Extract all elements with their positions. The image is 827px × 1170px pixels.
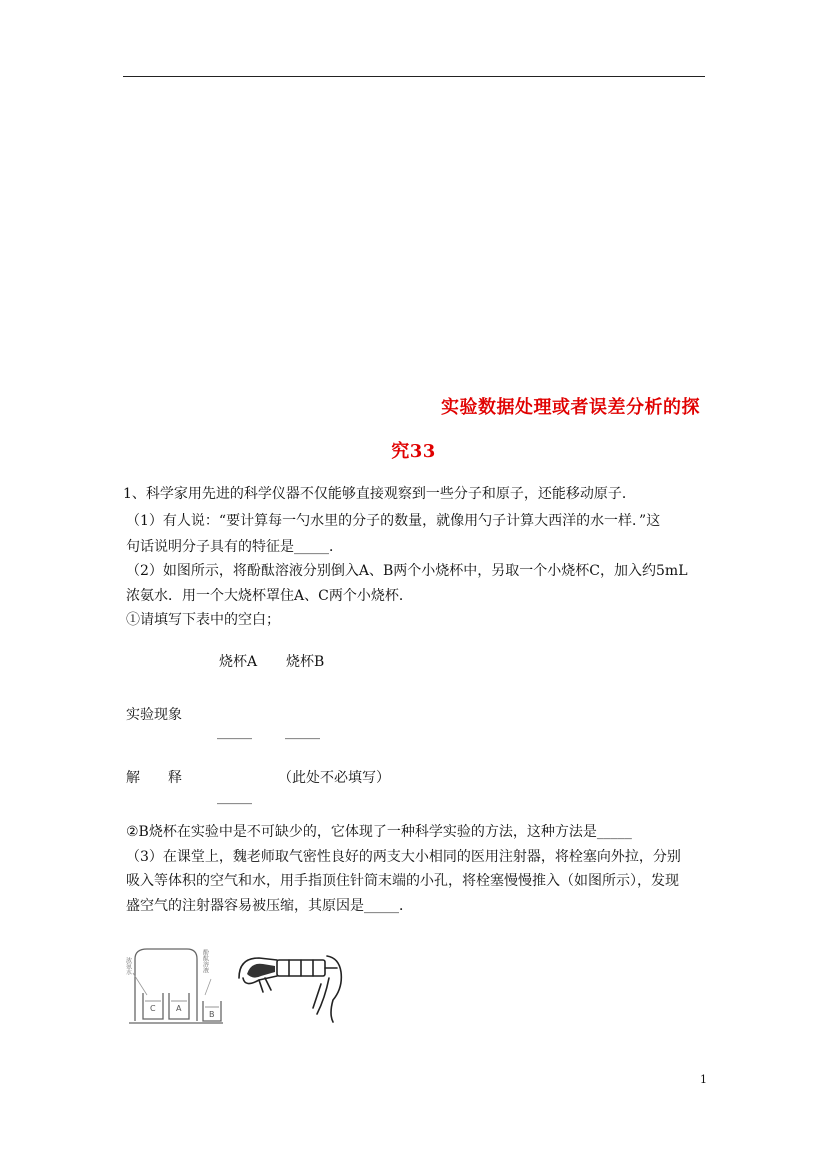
- part2-text: （2）如图所示，将酚酞溶液分别倒入A、B两个小烧杯中，另取一个小烧杯C，加入约5mL: [126, 563, 688, 579]
- syringe-figure: [233, 948, 348, 1026]
- table-row-label-explanation: 解 释: [126, 770, 182, 786]
- document-title-continued: 究33: [391, 441, 436, 462]
- part1-text-continued: 句话说明分子具有的特征是_____．: [126, 539, 343, 555]
- beaker-experiment-figure: [125, 945, 225, 1027]
- part3-text-3: 盛空气的注射器容易被压缩，其原因是_____．: [126, 898, 413, 914]
- sub-question-1-intro: ①请填写下表中的空白；: [126, 612, 280, 628]
- table-header-beaker-a: 烧杯A: [219, 654, 258, 670]
- label-phenolphthalein: 酚酞溶液: [201, 949, 209, 973]
- part2-text-continued: 浓氨水．用一个大烧杯罩住A、C两个小烧杯．: [126, 588, 413, 604]
- table-note: （此处不必填写）: [278, 770, 390, 786]
- question-stem: 1、科学家用先进的科学仪器不仅能够直接观察到一些分子和原子，还能移动原子．: [123, 486, 636, 502]
- part1-text: （1）有人说：“要计算每一勺水里的分子的数量，就像用勺子计算大西洋的水一样．”这: [126, 513, 661, 529]
- label-ammonia: 浓氨水: [125, 957, 132, 975]
- table-blank-a-phenomenon: _____: [217, 724, 252, 740]
- table-blank-b-phenomenon: _____: [285, 724, 320, 740]
- sub-question-2: ②B烧杯在实验中是不可缺少的，它体现了一种科学实验的方法，这种方法是_____: [126, 824, 632, 840]
- part3-text-2: 吸入等体积的空气和水，用手指顶住针筒末端的小孔，将栓塞慢慢推入（如图所示），发现: [126, 873, 679, 889]
- label-beaker-c: C: [150, 1004, 156, 1013]
- table-header-beaker-b: 烧杯B: [286, 654, 325, 670]
- table-row-label-phenomenon: 实验现象: [126, 707, 182, 723]
- document-title: 实验数据处理或者误差分析的探: [441, 397, 700, 418]
- page-number: 1: [700, 1073, 707, 1086]
- label-beaker-a: A: [176, 1004, 182, 1013]
- part3-text: （3）在课堂上，魏老师取气密性良好的两支大小相同的医用注射器，将栓塞向外拉，分别: [126, 849, 681, 865]
- table-blank-a-explanation: _____: [217, 789, 252, 805]
- header-rule: [123, 76, 705, 77]
- label-beaker-b: B: [209, 1010, 215, 1019]
